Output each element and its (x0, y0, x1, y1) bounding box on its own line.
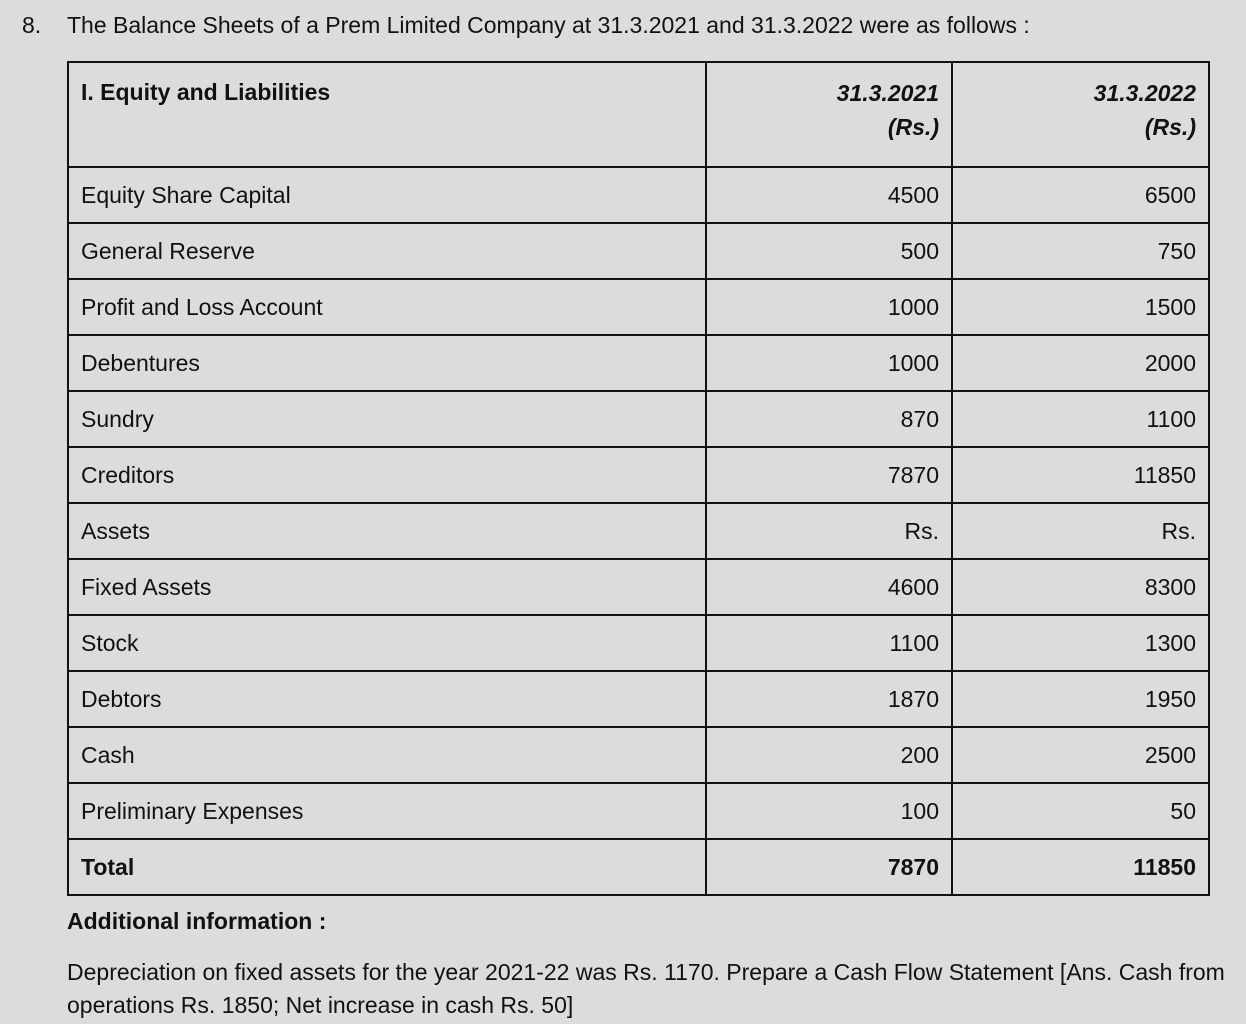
total-value-2022: 11850 (952, 839, 1209, 895)
row-label: Debentures (68, 335, 706, 391)
header-2021-unit: (Rs.) (887, 114, 939, 140)
table-row (68, 671, 1209, 727)
table-row (68, 447, 1209, 503)
additional-info-text: Depreciation on fixed assets for the year 2021-22 was Rs. 1170. Prepare a Cash Flow Statement [Ans. Cash from operations Rs. 1850; Net increase in cash Rs. 50] (67, 959, 1225, 1018)
row-label: Profit and Loss Account (68, 279, 706, 335)
row-label: Sundry (68, 391, 706, 447)
row-label: Preliminary Expenses (68, 783, 706, 839)
row-value-2022: 50 (952, 783, 1209, 839)
row-value-2022: 1100 (952, 391, 1209, 447)
row-value-2022: Rs. (952, 503, 1209, 559)
row-label: Debtors (68, 671, 706, 727)
row-value-2021: 4500 (706, 167, 952, 223)
table-row (68, 335, 1209, 391)
balance-sheet-table (67, 61, 1210, 896)
row-value-2021: 1000 (706, 279, 952, 335)
table-row (68, 559, 1209, 615)
row-label: Assets (68, 503, 706, 559)
row-label: Creditors (68, 447, 706, 503)
table-row (68, 615, 1209, 671)
table-row (68, 503, 1209, 559)
row-label: Fixed Assets (68, 559, 706, 615)
row-label: Equity Share Capital (68, 167, 706, 223)
question-number: 8. (22, 12, 42, 38)
row-label: General Reserve (68, 223, 706, 279)
table-row (68, 279, 1209, 335)
row-value-2022: 6500 (952, 167, 1209, 223)
row-value-2022: 2500 (952, 727, 1209, 783)
header-label: I. Equity and Liabilities (68, 62, 706, 167)
header-2022-date: 31.3.2022 (1093, 80, 1196, 106)
table-row (68, 223, 1209, 279)
row-value-2022: 750 (952, 223, 1209, 279)
header-2021-date: 31.3.2021 (836, 80, 939, 106)
row-value-2021: Rs. (706, 503, 952, 559)
row-value-2021: 7870 (706, 447, 952, 503)
row-label: Cash (68, 727, 706, 783)
row-value-2021: 500 (706, 223, 952, 279)
additional-info-title: Additional information : (67, 908, 327, 934)
row-value-2021: 100 (706, 783, 952, 839)
total-label: Total (68, 839, 706, 895)
total-row (68, 839, 1209, 895)
row-value-2021: 870 (706, 391, 952, 447)
question-text: The Balance Sheets of a Prem Limited Company at 31.3.2021 and 31.3.2022 were as follows : (67, 12, 1030, 38)
row-value-2021: 1100 (706, 615, 952, 671)
row-value-2022: 8300 (952, 559, 1209, 615)
table-row (68, 391, 1209, 447)
row-value-2022: 1300 (952, 615, 1209, 671)
table-row (68, 783, 1209, 839)
row-value-2021: 1000 (706, 335, 952, 391)
total-value-2021: 7870 (706, 839, 952, 895)
header-2022-unit: (Rs.) (1144, 114, 1196, 140)
row-value-2021: 4600 (706, 559, 952, 615)
row-value-2022: 2000 (952, 335, 1209, 391)
table-header-row (68, 62, 1209, 167)
header-2022 (952, 62, 1209, 167)
row-value-2022: 1500 (952, 279, 1209, 335)
table-row (68, 727, 1209, 783)
row-value-2021: 1870 (706, 671, 952, 727)
header-2021 (706, 62, 952, 167)
row-label: Stock (68, 615, 706, 671)
row-value-2022: 11850 (952, 447, 1209, 503)
question-line (22, 12, 1030, 39)
table-row (68, 167, 1209, 223)
row-value-2021: 200 (706, 727, 952, 783)
row-value-2022: 1950 (952, 671, 1209, 727)
